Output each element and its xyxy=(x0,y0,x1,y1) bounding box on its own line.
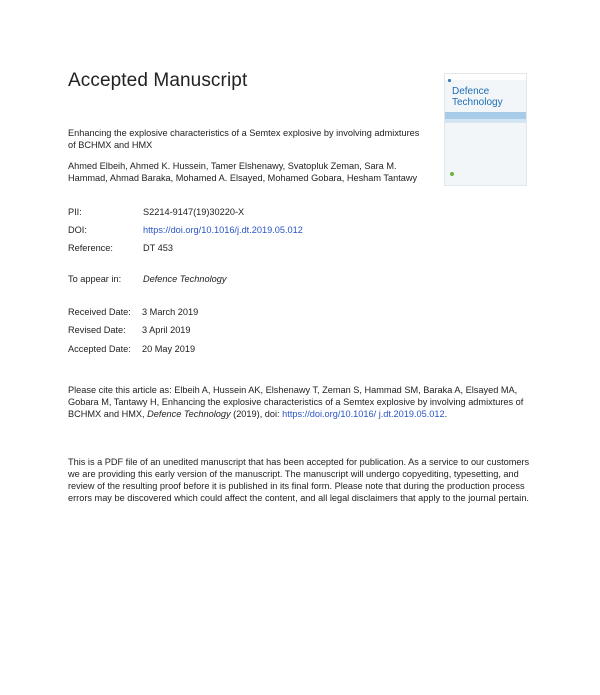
open-access-badge-icon xyxy=(450,172,454,176)
publisher-logo-icon xyxy=(448,79,451,82)
citation-middle: (2019), doi: xyxy=(230,409,283,419)
page-heading: Accepted Manuscript xyxy=(68,70,248,91)
citation-paragraph xyxy=(68,384,538,420)
cover-journal-title xyxy=(452,86,503,108)
cover-title-line-2: Technology xyxy=(452,97,503,108)
pii-value: S2214-9147(19)30220-X xyxy=(143,207,245,217)
received-date-value: 3 March 2019 xyxy=(142,307,199,317)
revised-date-label: Revised Date: xyxy=(68,325,126,335)
pii-label: PII: xyxy=(68,207,82,217)
cover-band xyxy=(445,112,526,119)
manuscript-notice: This is a PDF file of an unedited manuscript that has been accepted for publication. As a service to our customers we are providing this early version of the manuscript. The manuscript will undergo copyediting, typesetting, and review of the resulting proof before it is published in its final form. Please note that during the production process errors may be discovered which could affect the content, and all legal disclaimers that apply to the journal pertain. xyxy=(68,457,530,503)
journal-cover-thumbnail xyxy=(444,73,527,186)
citation-journal: Defence Technology xyxy=(147,409,231,419)
revised-date-value: 3 April 2019 xyxy=(142,325,191,335)
received-date-label: Received Date: xyxy=(68,307,131,317)
cover-band-light xyxy=(445,119,526,123)
author-list: Ahmed Elbeih, Ahmed K. Hussein, Tamer Elshenawy, Svatopluk Zeman, Sara M. Hammad, Ahmad Baraka, Mohamed A. Elsayed, Mohamed Gobara, Hesham Tantawy xyxy=(68,161,418,183)
citation-suffix: . xyxy=(444,409,448,419)
reference-value: DT 453 xyxy=(143,243,173,253)
journal-name: Defence Technology xyxy=(143,274,227,284)
accepted-date-label: Accepted Date: xyxy=(68,344,131,354)
accepted-date-value: 20 May 2019 xyxy=(142,344,196,354)
appear-in-label: To appear in: xyxy=(68,274,122,284)
cover-title-line-1: Defence xyxy=(452,86,490,97)
citation-prefix: Please cite this article as: Elbeih A, Hussein AK, Elshenawy T, Zeman S, Hammad SM, Baraka A, Elsayed MA, Gobara M, Tantawy H, Enhancing the explosive characteristics of a Semtex explosive by involving admixtures of BCHMX and HMX, xyxy=(68,385,524,419)
doi-link[interactable]: https://doi.org/10.1016/j.dt.2019.05.012 xyxy=(143,225,303,235)
cover-top-bar xyxy=(445,74,526,80)
doi-label: DOI: xyxy=(68,225,87,235)
reference-label: Reference: xyxy=(68,243,113,253)
article-title: Enhancing the explosive characteristics of a Semtex explosive by involving admixtures of BCHMX and HMX xyxy=(68,128,420,150)
citation-doi-link[interactable]: https://doi.org/10.1016/ j.dt.2019.05.012 xyxy=(282,409,445,419)
